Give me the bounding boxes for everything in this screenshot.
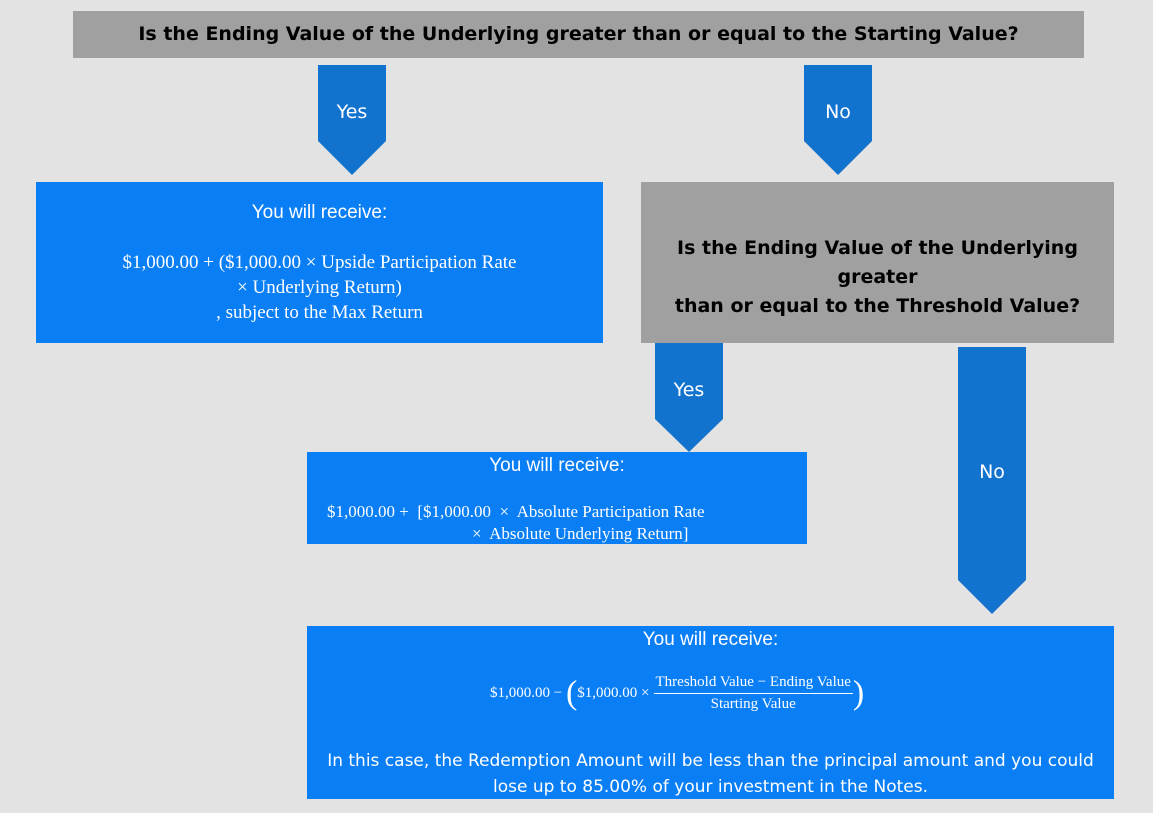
loss-fraction	[654, 674, 853, 713]
question-starting-value-text: Is the Ending Value of the Underlying greater than or equal to the Starting Value?	[138, 23, 1019, 45]
yes-arrow-1	[318, 65, 386, 176]
outcome-loss-title: You will receive:	[642, 629, 779, 650]
question-threshold-line1: Is the Ending Value of the Underlying greater	[677, 237, 1078, 288]
loss-fraction-numerator: Threshold Value − Ending Value	[654, 674, 853, 694]
loss-note-line2: lose up to 85.00% of your investment in the Notes.	[492, 777, 929, 797]
loss-formula	[490, 674, 864, 713]
paren-close-icon: )	[852, 674, 865, 712]
paren-open-icon: (	[565, 674, 578, 712]
outcome-absolute-box	[307, 452, 807, 544]
no-label-1: No	[825, 101, 851, 123]
loss-note-line1: In this case, the Redemption Amount will be less than the principal amount and you could	[327, 751, 1094, 771]
outcome-loss-box	[307, 626, 1114, 799]
yes-label-2: Yes	[673, 379, 705, 401]
question-threshold-line2: than or equal to the Threshold Value?	[674, 295, 1081, 317]
outcome-upside-line2: × Underlying Return)	[237, 277, 402, 298]
loss-formula-inner: $1,000.00 ×	[577, 685, 650, 701]
yes-arrow-2	[655, 343, 723, 453]
question-starting-value-box	[73, 11, 1084, 58]
outcome-absolute-line1: $1,000.00 + [$1,000.00 × Absolute Participation Rate	[327, 502, 705, 521]
outcome-upside-line3: , subject to the Max Return	[216, 302, 423, 323]
outcome-absolute-title: You will receive:	[489, 455, 625, 476]
loss-fraction-denominator: Starting Value	[710, 696, 796, 712]
outcome-upside-title: You will receive:	[251, 202, 388, 223]
outcome-upside-line1: $1,000.00 + ($1,000.00 × Upside Participation Rate	[122, 252, 517, 273]
yes-label-1: Yes	[336, 101, 368, 123]
loss-formula-lead: $1,000.00 −	[490, 685, 566, 701]
outcome-absolute-line2: × Absolute Underlying Return]	[472, 524, 689, 543]
question-threshold-box	[641, 182, 1114, 343]
outcome-upside-box	[36, 182, 603, 343]
no-label-2: No	[979, 461, 1005, 483]
no-arrow-1	[804, 65, 872, 176]
no-arrow-2	[958, 347, 1026, 615]
